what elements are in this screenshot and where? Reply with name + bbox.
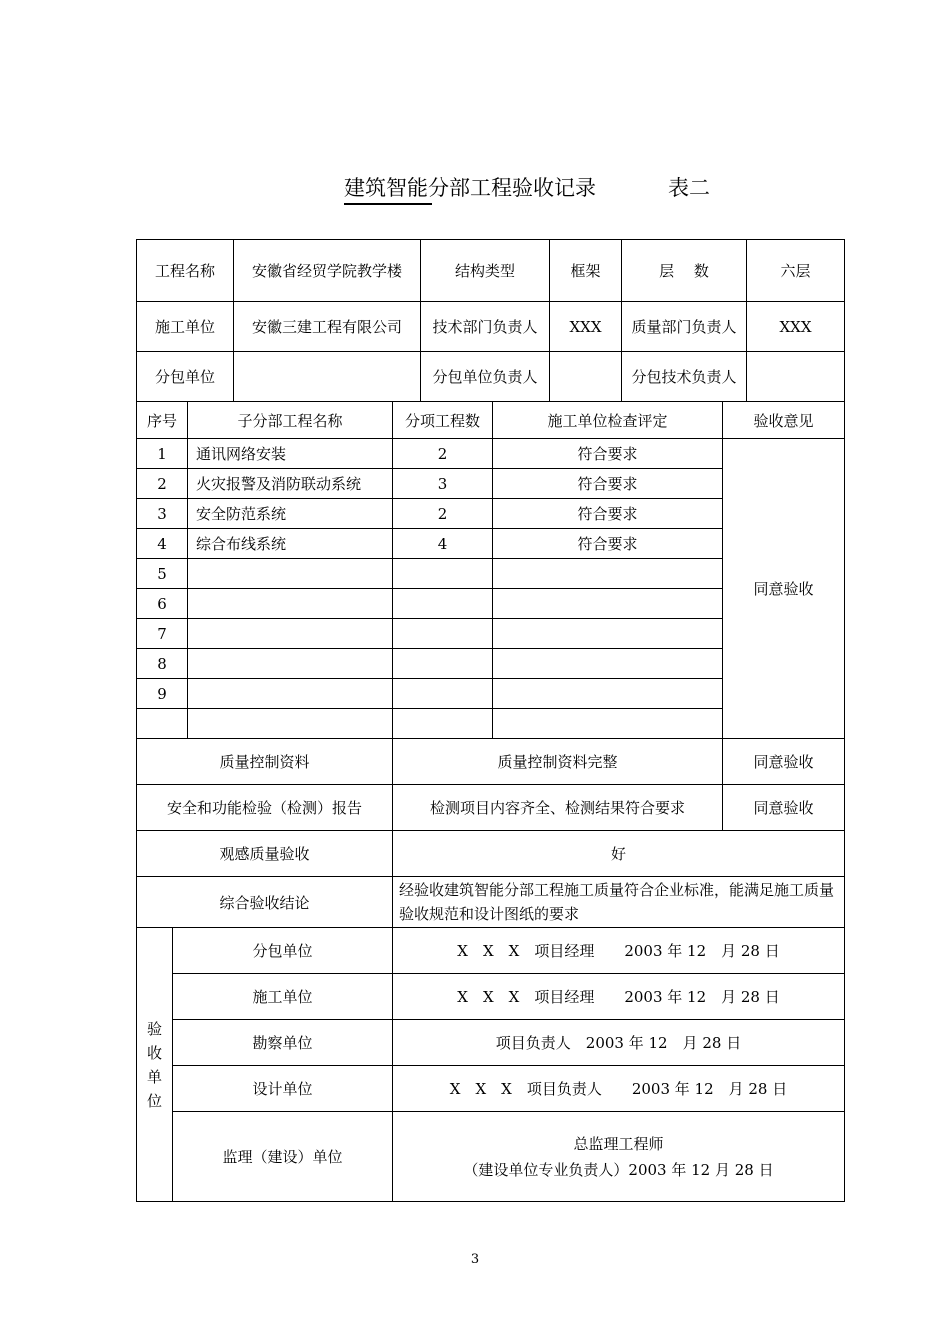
acceptance-row — [137, 1066, 845, 1112]
supervision-sign — [393, 1112, 845, 1202]
row-seq: 4 — [137, 529, 188, 559]
row-seq: 3 — [137, 499, 188, 529]
safety-label: 安全和功能检验（检测）报告 — [137, 785, 393, 831]
row-name: 火灾报警及消防联动系统 — [188, 469, 393, 499]
appearance-value: 好 — [393, 831, 845, 877]
info-row-2 — [137, 302, 845, 352]
items-opinion: 同意验收 — [723, 439, 845, 739]
value-subcontractor — [234, 352, 421, 402]
header-count: 分项工程数 — [393, 402, 493, 439]
row-seq: 5 — [137, 559, 188, 589]
value-quality-head: XXX — [747, 302, 845, 352]
row-name — [188, 559, 393, 589]
acceptance-row-supervision — [137, 1112, 845, 1202]
info-row-3 — [137, 352, 845, 402]
row-seq — [137, 709, 188, 739]
row-evaluation — [493, 679, 723, 709]
row-evaluation: 符合要求 — [493, 439, 723, 469]
conclusion-value: 经验收建筑智能分部工程施工质量符合企业标准，能满足施工质量验收规范和设计图纸的要求 — [393, 877, 845, 928]
row-seq: 7 — [137, 619, 188, 649]
page-number: 3 — [470, 1252, 480, 1267]
row-evaluation — [493, 649, 723, 679]
unit-sign: X X X 项目经理 2003 年 12 月 28 日 — [393, 928, 845, 974]
acceptance-row — [137, 974, 845, 1020]
quality-row-safety — [137, 785, 845, 831]
value-contractor: 安徽三建工程有限公司 — [234, 302, 421, 352]
header-opinion: 验收意见 — [723, 402, 845, 439]
row-count — [393, 559, 493, 589]
unit-label: 分包单位 — [173, 928, 393, 974]
row-name: 通讯网络安装 — [188, 439, 393, 469]
row-seq: 6 — [137, 589, 188, 619]
label-tech-head: 技术部门负责人 — [421, 302, 550, 352]
label-floors: 层 数 — [622, 240, 747, 302]
quality-docs-value: 质量控制资料完整 — [393, 739, 723, 785]
row-seq: 9 — [137, 679, 188, 709]
conclusion-label: 综合验收结论 — [137, 877, 393, 928]
label-contractor: 施工单位 — [137, 302, 234, 352]
row-seq: 8 — [137, 649, 188, 679]
row-evaluation — [493, 619, 723, 649]
value-sub-head — [550, 352, 622, 402]
table-row — [137, 439, 845, 469]
title-main: 建筑智能分部工程验收记录 — [344, 176, 596, 200]
unit-label: 设计单位 — [173, 1066, 393, 1112]
acceptance-units-label — [137, 928, 173, 1202]
row-name — [188, 649, 393, 679]
info-row-1 — [137, 240, 845, 302]
label-char: 位 — [146, 1091, 162, 1110]
quality-docs-label: 质量控制资料 — [137, 739, 393, 785]
row-name — [188, 709, 393, 739]
appearance-label: 观感质量验收 — [137, 831, 393, 877]
label-structure-type: 结构类型 — [421, 240, 550, 302]
label-char: 单 — [146, 1067, 162, 1086]
acceptance-row — [137, 1020, 845, 1066]
label-char: 收 — [146, 1043, 162, 1062]
row-evaluation: 符合要求 — [493, 499, 723, 529]
label-subcontractor: 分包单位 — [137, 352, 234, 402]
row-name: 综合布线系统 — [188, 529, 393, 559]
row-count: 4 — [393, 529, 493, 559]
row-count: 2 — [393, 499, 493, 529]
row-evaluation — [493, 709, 723, 739]
unit-label: 勘察单位 — [173, 1020, 393, 1066]
label-project-name: 工程名称 — [137, 240, 234, 302]
row-name: 安全防范系统 — [188, 499, 393, 529]
unit-sign: X X X 项目负责人 2003 年 12 月 28 日 — [393, 1066, 845, 1112]
acceptance-table — [136, 401, 845, 1202]
row-evaluation — [493, 589, 723, 619]
row-count — [393, 679, 493, 709]
row-evaluation: 符合要求 — [493, 469, 723, 499]
value-floors: 六层 — [747, 240, 845, 302]
row-count — [393, 709, 493, 739]
row-count: 2 — [393, 439, 493, 469]
quality-row-appearance — [137, 831, 845, 877]
row-evaluation — [493, 559, 723, 589]
label-char: 验 — [146, 1019, 162, 1038]
unit-sign: 项目负责人 2003 年 12 月 28 日 — [393, 1020, 845, 1066]
label-sub-head: 分包单位负责人 — [421, 352, 550, 402]
row-count — [393, 649, 493, 679]
items-header-row — [137, 402, 845, 439]
header-seq: 序号 — [137, 402, 188, 439]
project-info-table — [136, 239, 845, 402]
value-project-name: 安徽省经贸学院教学楼 — [234, 240, 421, 302]
supervision-line2: （建设单位专业负责人）2003 年 12 月 28 日 — [463, 1160, 774, 1179]
title-sub: 表二 — [668, 176, 710, 200]
row-count: 3 — [393, 469, 493, 499]
label-quality-head: 质量部门负责人 — [622, 302, 747, 352]
safety-opinion: 同意验收 — [723, 785, 845, 831]
row-name — [188, 589, 393, 619]
header-sub-name: 子分部工程名称 — [188, 402, 393, 439]
title-underline — [344, 203, 432, 205]
value-structure-type: 框架 — [550, 240, 622, 302]
acceptance-row — [137, 928, 845, 974]
row-count — [393, 589, 493, 619]
row-name — [188, 619, 393, 649]
unit-label: 施工单位 — [173, 974, 393, 1020]
quality-docs-opinion: 同意验收 — [723, 739, 845, 785]
safety-value: 检测项目内容齐全、检测结果符合要求 — [393, 785, 723, 831]
header-evaluation: 施工单位检查评定 — [493, 402, 723, 439]
quality-row-conclusion — [137, 877, 845, 928]
value-tech-head: XXX — [550, 302, 622, 352]
row-count — [393, 619, 493, 649]
row-name — [188, 679, 393, 709]
row-evaluation: 符合要求 — [493, 529, 723, 559]
supervision-label: 监理（建设）单位 — [173, 1112, 393, 1202]
supervision-line1: 总监理工程师 — [573, 1134, 664, 1153]
label-sub-tech-head: 分包技术负责人 — [622, 352, 747, 402]
quality-row-docs — [137, 739, 845, 785]
value-sub-tech-head — [747, 352, 845, 402]
unit-sign: X X X 项目经理 2003 年 12 月 28 日 — [393, 974, 845, 1020]
row-seq: 2 — [137, 469, 188, 499]
row-seq: 1 — [137, 439, 188, 469]
